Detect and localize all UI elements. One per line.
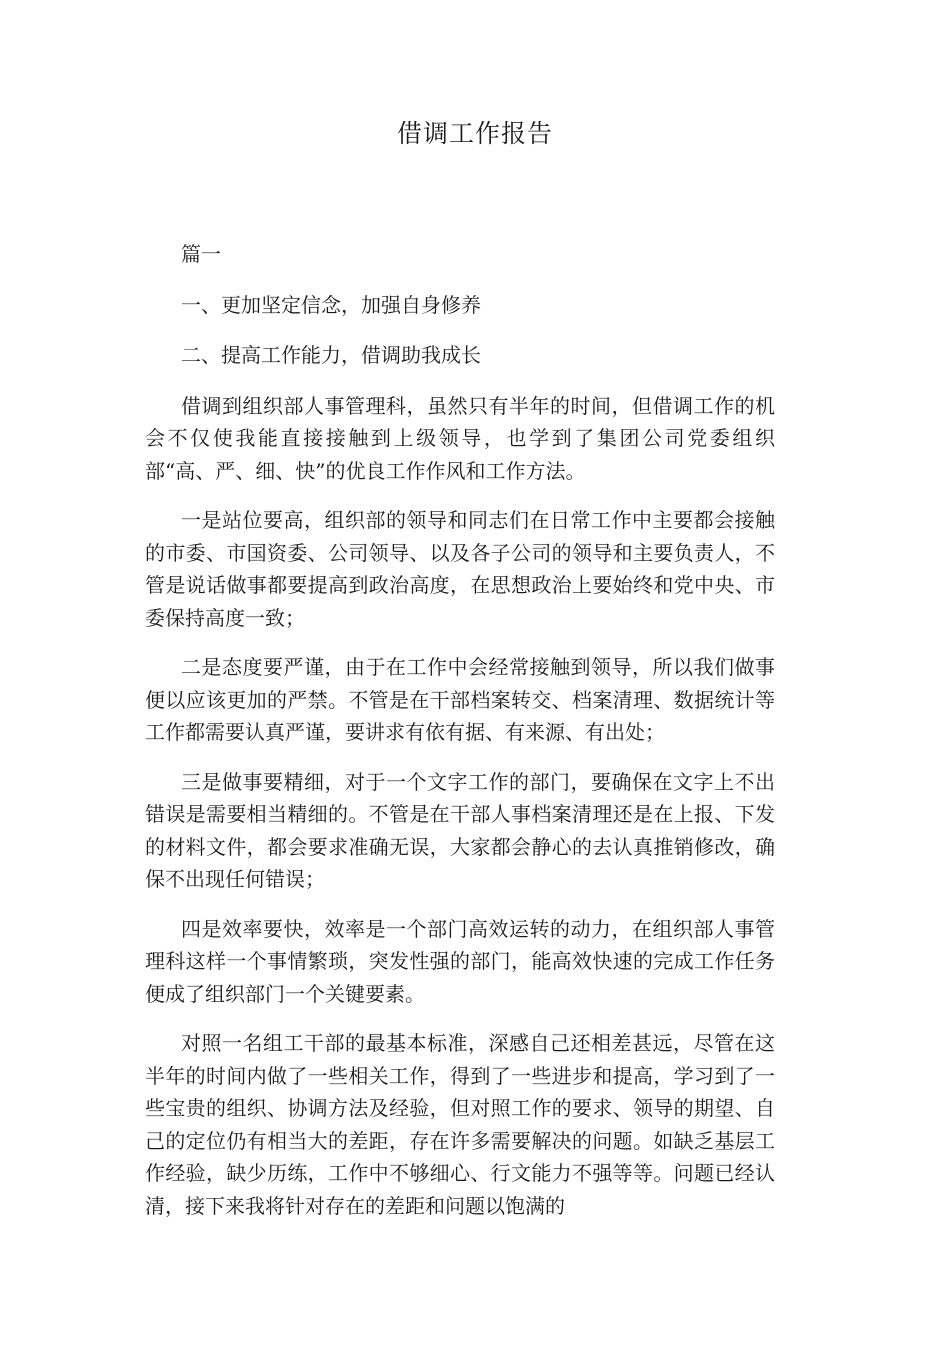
paragraph-self-assessment: 对照一名组工干部的最基本标准，深感自己还相差甚远，尽管在这半年的时间内做了一些相关工作，得到了一些进步和提高，学习到了一些宝贵的组织、协调方法及经验，但对照工作的要求、领导的期望、自己的定位仍有相当大的差距，存在许多需要解决的问题。如缺乏基层工作经验，缺少历练，工作中不够细心、行文能力不强等等。问题已经认清，接下来我将针对存在的差距和问题以饱满的 [145, 1031, 775, 1218]
section-label-part-one: 篇一 [181, 242, 221, 266]
paragraph-secondment-intro: 借调到组织部人事管理科，虽然只有半年的时间，但借调工作的机会不仅使我能直接接触到上级领导，也学到了集团公司党委组织部“高、严、细、快”的优良工作作风和工作方法。 [145, 393, 775, 483]
paragraph-high-standing: 一是站位要高，组织部的领导和同志们在日常工作中主要都会接触的市委、市国资委、公司领导、以及各子公司的领导和主要负责人，不管是说话做事都要提高到政治高度，在思想政治上要始终和党中央、市委保持高度一致； [145, 508, 775, 630]
document-body [145, 238, 775, 1222]
paragraph-efficiency: 四是效率要快，效率是一个部门高效运转的动力，在组织部人事管理科这样一个事情繁琐，突发性强的部门，能高效快速的完成工作任务便成了组织部门一个关键要素。 [145, 916, 775, 1006]
heading-point-two: 二、提高工作能力，借调助我成长 [181, 343, 481, 367]
paragraph-meticulous-work: 三是做事要精细，对于一个文字工作的部门，要确保在文字上不出错误是需要相当精细的。不管是在干部人事档案清理还是在上报、下发的材料文件，都会要求准确无误，大家都会静心的去认真推销修改，确保不出现任何错误； [145, 769, 775, 891]
document-title: 借调工作报告 [396, 119, 553, 148]
paragraph-rigorous-attitude: 二是态度要严谨，由于在工作中会经常接触到领导，所以我们做事便以应该更加的严禁。不管是在干部档案转交、档案清理、数据统计等工作都需要认真严谨，要讲求有依有据、有来源、有出处； [145, 655, 775, 744]
heading-point-one: 一、更加坚定信念，加强自身修养 [181, 292, 481, 317]
